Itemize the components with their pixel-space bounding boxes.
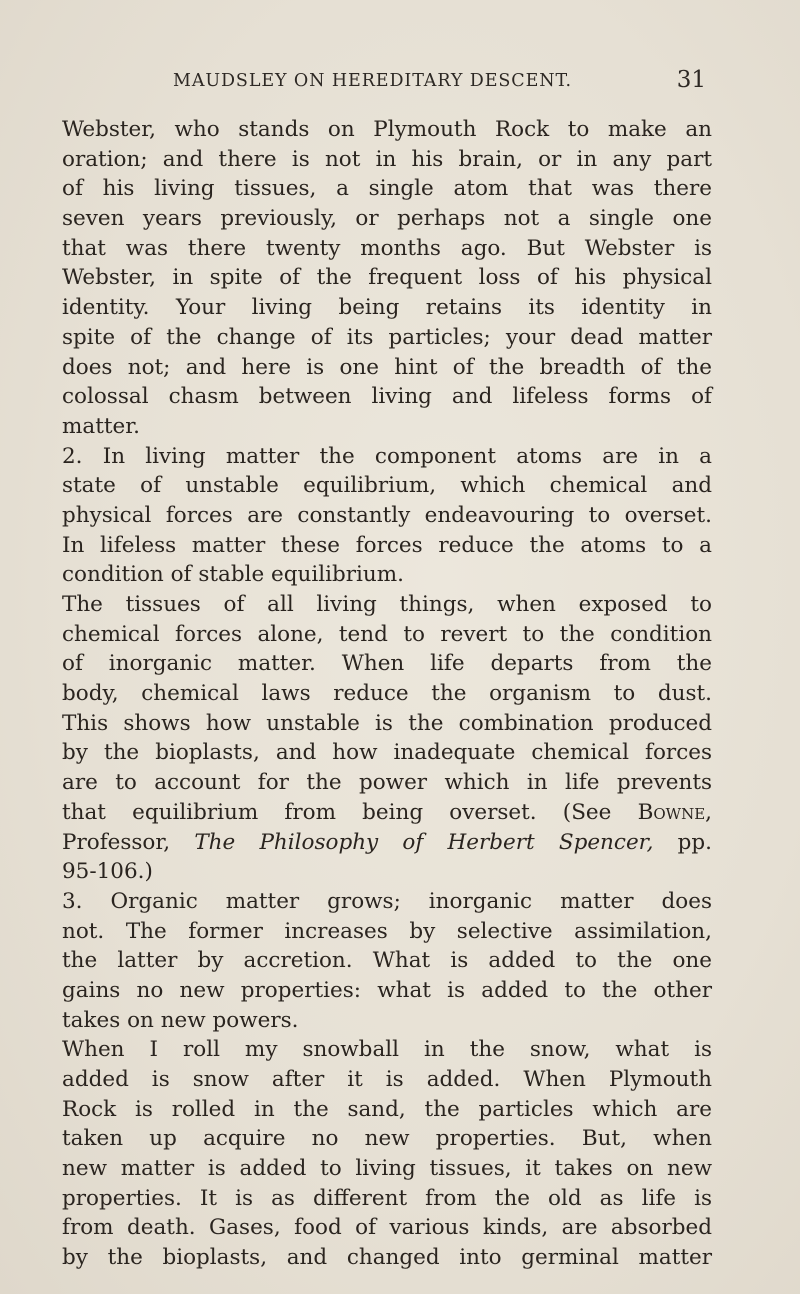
text-line: seven years previously, or perhaps not a single one xyxy=(62,206,712,232)
text-line: In lifeless matter these forces reduce the atoms to a xyxy=(62,532,712,558)
text-line: the latter by accretion. What is added to the one xyxy=(62,948,712,974)
text-line: not. The former increases by selective assimilation, xyxy=(62,918,712,944)
text-line: oration; and there is not in his brain, or in any part xyxy=(62,146,712,172)
text-line: 2. In living matter the component atoms are in a xyxy=(62,443,712,469)
text-line: state of unstable equilibrium, which chemical and xyxy=(62,473,712,499)
text-line: Webster, who stands on Plymouth Rock to make an xyxy=(62,117,712,142)
text-line: Rock is rolled in the sand, the particles which are xyxy=(62,1096,712,1122)
text-line: 95-106.) xyxy=(62,859,153,885)
author-name: Bowne, xyxy=(637,799,712,825)
text-line: by the bioplasts, and changed into germinal matter xyxy=(62,1245,712,1271)
text-line: taken up acquire no new properties. But, when xyxy=(62,1126,712,1152)
citation-pages-label: pp. xyxy=(677,829,712,855)
text-line: Webster, in spite of the frequent loss of his physical xyxy=(62,265,712,291)
text-line: When I roll my snowball in the snow, what is xyxy=(62,1037,712,1063)
text-line: new matter is added to living tissues, it takes on new xyxy=(62,1156,712,1182)
text-line: added is snow after it is added. When Plymouth xyxy=(62,1067,712,1092)
text-line: This shows how unstable is the combination produced xyxy=(62,710,712,736)
citation-lead-text: that equilibrium from being overset. (See xyxy=(62,799,612,825)
text-line: colossal chasm between living and lifeless forms of xyxy=(62,384,712,410)
text-line: properties. It is as different from the old as life is xyxy=(62,1185,712,1211)
text-line: 3. Organic matter grows; inorganic matter does xyxy=(62,888,712,914)
text-line: takes on new powers. xyxy=(62,1007,299,1033)
text-line: of inorganic matter. When life departs from the xyxy=(62,651,712,677)
page-header xyxy=(173,67,708,101)
text-line: of his living tissues, a single atom that was there xyxy=(62,176,712,202)
text-line: does not; and here is one hint of the breadth of the xyxy=(62,354,712,380)
page-number: 31 xyxy=(676,67,706,93)
text-line: condition of stable equilibrium. xyxy=(62,562,404,588)
text-line: matter. xyxy=(62,413,140,439)
text-line: The tissues of all living things, when exposed to xyxy=(62,592,712,617)
text-line: spite of the change of its particles; your dead matter xyxy=(62,324,712,350)
text-line: are to account for the power which in life prevents xyxy=(62,770,712,796)
text-line: that was there twenty months ago. But Webster is xyxy=(62,235,712,261)
text-line: physical forces are constantly endeavouring to overset. xyxy=(62,502,712,528)
text-line-citation xyxy=(62,798,712,828)
text-line: body, chemical laws reduce the organism to dust. xyxy=(62,681,712,707)
body-text xyxy=(62,115,712,1273)
book-title: The Philosophy of Herbert Spencer, xyxy=(194,829,654,855)
running-head: MAUDSLEY ON HEREDITARY DESCENT. xyxy=(173,71,572,91)
text-line: by the bioplasts, and how inadequate chemical forces xyxy=(62,740,712,766)
text-line: gains no new properties: what is added to the other xyxy=(62,977,712,1003)
text-line: chemical forces alone, tend to revert to the condition xyxy=(62,621,712,647)
text-line-citation xyxy=(62,828,712,858)
citation-prefix: Professor, xyxy=(62,829,171,855)
text-line: identity. Your living being retains its identity in xyxy=(62,295,712,321)
text-line: from death. Gases, food of various kinds, are absorbed xyxy=(62,1215,712,1241)
